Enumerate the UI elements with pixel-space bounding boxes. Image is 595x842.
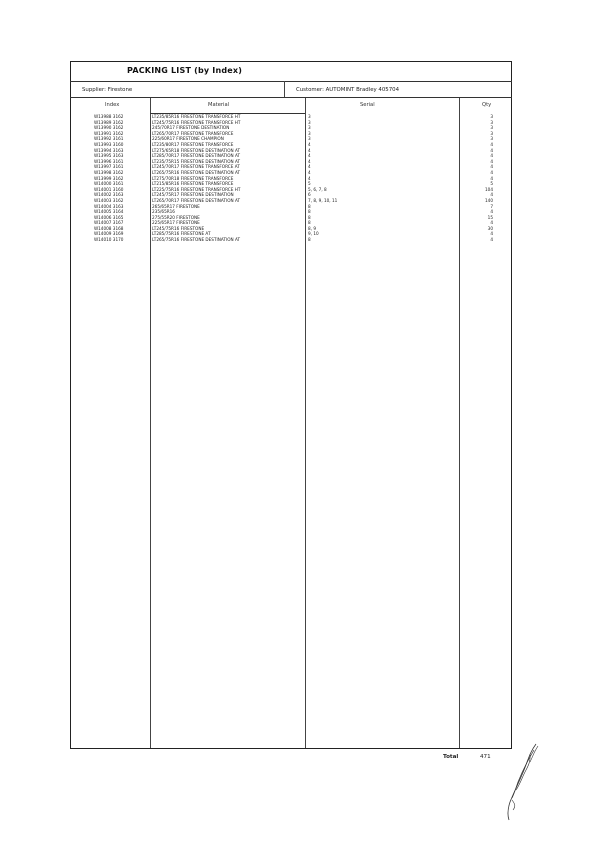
cell-serial: 8 <box>308 237 311 243</box>
cell-qty: 15 <box>487 214 493 220</box>
cell-serial: 4 <box>308 147 311 153</box>
cell-serial: 6 <box>308 192 311 198</box>
total-value: 471 <box>480 754 491 760</box>
cell-qty: 4 <box>490 209 493 215</box>
cell-serial: 3 <box>308 136 311 142</box>
cell-index: W13992 3161 <box>94 136 124 142</box>
cell-index: W14007 3167 <box>94 220 124 226</box>
cell-serial: 4 <box>308 141 311 147</box>
column-header-material: Material <box>208 102 230 108</box>
column-header-index: Index <box>105 102 120 108</box>
title-divider <box>70 81 512 82</box>
cell-qty: 4 <box>490 169 493 175</box>
cell-index: W14004 3163 <box>94 203 124 209</box>
cell-material: LT215/85R16 FIRESTONE TRANSFORCE <box>152 181 234 187</box>
cell-index: W13990 3162 <box>94 125 124 131</box>
cell-serial: 3 <box>308 130 311 136</box>
cell-serial: 3 <box>308 119 311 125</box>
cell-qty: 3 <box>490 114 493 119</box>
cell-material: 265/65R17 FIRESTONE <box>152 203 200 209</box>
cell-material: 235/65R16 <box>152 209 175 215</box>
column-header-serial: Serial <box>360 102 375 108</box>
column-header-qty: Qty <box>482 102 492 108</box>
cell-serial: 8 <box>308 214 311 220</box>
cell-qty: 4 <box>490 237 493 243</box>
cell-index: W13991 3162 <box>94 130 124 136</box>
handwritten-signature <box>500 742 544 824</box>
cell-serial: 4 <box>308 169 311 175</box>
cell-serial: 8 <box>308 220 311 226</box>
cell-serial: 4 <box>308 158 311 164</box>
cell-index: W13998 3162 <box>94 169 124 175</box>
cell-qty: 3 <box>490 125 493 131</box>
total-label: Total <box>443 754 459 760</box>
cell-qty: 3 <box>490 119 493 125</box>
cell-serial: 4 <box>308 153 311 159</box>
cell-material: 225/65R17 FIRESTONE <box>152 220 200 226</box>
cell-qty: 4 <box>490 192 493 198</box>
cell-qty: 4 <box>490 158 493 164</box>
cell-serial: 7, 8, 9, 10, 11 <box>308 197 338 203</box>
supplier-label: Supplier: Firestone <box>82 87 133 93</box>
cell-qty: 3 <box>490 136 493 142</box>
cell-index: W14003 3162 <box>94 197 124 203</box>
cell-material: LT275/65R18 FIRESTONE DESTINATION AT <box>152 147 241 153</box>
cell-index: W13997 3161 <box>94 164 124 170</box>
cell-material: LT245/70R17 FIRESTONE TRANSFORCE AT <box>152 164 240 170</box>
cell-qty: 30 <box>487 225 493 231</box>
cell-qty: 4 <box>490 141 493 147</box>
cell-index: W13989 3162 <box>94 119 124 125</box>
cell-material: LT265/70R17 FIRESTONE TRANSFORCE <box>152 130 234 136</box>
cell-index: W14000 3161 <box>94 181 124 187</box>
cell-index: W14010 3170 <box>94 237 124 243</box>
cell-material: LT275/70R18 FIRESTONE TRANSFORCE <box>152 175 234 181</box>
cell-qty: 4 <box>490 153 493 159</box>
cell-material: LT265/75R16 FIRESTONE DESTINATION AT <box>152 237 241 243</box>
cell-index: W13988 3162 <box>94 114 124 119</box>
cell-serial: 4 <box>308 175 311 181</box>
cell-serial: 5 <box>308 181 311 187</box>
cell-index: W14002 3163 <box>94 192 124 198</box>
cell-index: W13994 3163 <box>94 147 124 153</box>
cell-material: LT265/70R17 FIRESTONE DESTINATION AT <box>152 197 241 203</box>
cell-serial: 8, 9 <box>308 225 316 231</box>
cell-index: W14008 3168 <box>94 225 124 231</box>
table-body <box>70 114 512 243</box>
cell-qty: 4 <box>490 164 493 170</box>
meta-bottom-divider <box>70 97 512 98</box>
document-title: PACKING LIST (by Index) <box>127 66 243 75</box>
cell-qty: 3 <box>490 130 493 136</box>
cell-material: LT285/75R16 FIRESTONE AT <box>152 231 211 237</box>
cell-serial: 3 <box>308 125 311 131</box>
customer-label: Customer: AUTOMINT Bradley 405704 <box>296 87 400 93</box>
cell-serial: 8 <box>308 203 311 209</box>
cell-material: LT245/75R17 FIRESTONE DESTINATION <box>152 192 234 198</box>
cell-material: 225/60R17 FIRESTONE CHAMPION <box>152 136 224 142</box>
cell-qty: 4 <box>490 220 493 226</box>
cell-qty: 104 <box>485 186 493 192</box>
cell-index: W14005 3164 <box>94 209 124 215</box>
cell-material: LT235/75R15 FIRESTONE DESTINATION AT <box>152 158 241 164</box>
cell-qty: 4 <box>490 231 493 237</box>
cell-index: W13993 3160 <box>94 141 124 147</box>
cell-serial: 9, 10 <box>308 231 319 237</box>
cell-index: W14001 3160 <box>94 186 124 192</box>
cell-material: LT245/75R16 FIRESTONE <box>152 225 205 231</box>
cell-material: 245/70R17 FIRESTONE DESTINATION <box>152 125 230 131</box>
cell-qty: 4 <box>490 147 493 153</box>
cell-material: 275/55R20 FIRESTONE <box>152 214 200 220</box>
cell-serial: 5, 6, 7, 8 <box>308 186 327 192</box>
cell-index: W13999 3162 <box>94 175 124 181</box>
cell-material: LT225/75R16 FIRESTONE TRANSFORCE HT <box>152 186 241 192</box>
cell-index: W13995 3163 <box>94 153 124 159</box>
cell-material: LT265/75R16 FIRESTONE DESTINATION AT <box>152 169 241 175</box>
cell-qty: 4 <box>490 175 493 181</box>
cell-serial: 8 <box>308 209 311 215</box>
cell-qty: 5 <box>490 181 493 187</box>
cell-index: W14006 3165 <box>94 214 124 220</box>
cell-serial: 4 <box>308 164 311 170</box>
cell-material: LT235/85R16 FIRESTONE TRANSFORCE HT <box>152 114 241 119</box>
table-row <box>70 237 512 243</box>
meta-divider <box>284 81 285 97</box>
cell-serial: 3 <box>308 114 311 119</box>
cell-material: LT235/80R17 FIRESTONE TRANSFORCE <box>152 141 234 147</box>
cell-qty: 7 <box>490 203 493 209</box>
cell-qty: 140 <box>485 197 493 203</box>
cell-material: LT245/75R16 FIRESTONE TRANSFORCE HT <box>152 119 241 125</box>
cell-index: W13996 3161 <box>94 158 124 164</box>
cell-index: W14009 3169 <box>94 231 124 237</box>
cell-material: LT285/70R17 FIRESTONE DESTINATION AT <box>152 153 241 159</box>
